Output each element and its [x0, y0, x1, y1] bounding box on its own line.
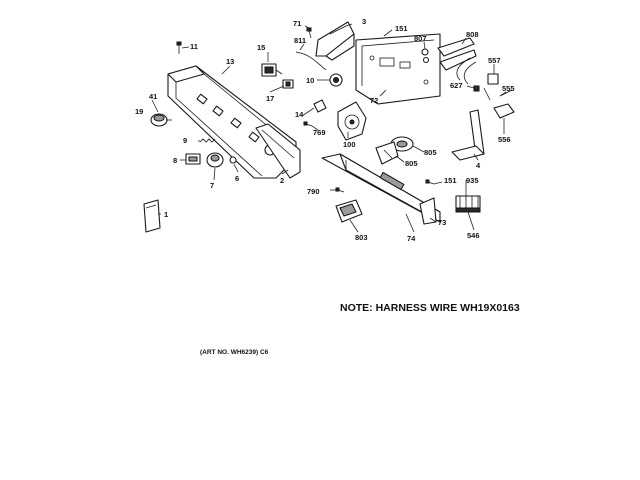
- callout-805-a: 805: [424, 148, 437, 157]
- side-bracket-part-4: [452, 110, 484, 160]
- callout-15: 15: [257, 43, 266, 52]
- backsplash-part-72: [356, 34, 440, 104]
- callout-808: 808: [466, 30, 479, 39]
- screw-part-769: [304, 122, 312, 126]
- callout-555: 555: [502, 84, 515, 93]
- callout-556: 556: [498, 135, 511, 144]
- callout-627: 627: [450, 81, 463, 90]
- callout-811: 811: [294, 36, 307, 45]
- callout-100: 100: [343, 140, 356, 149]
- washer-part-6: [230, 157, 236, 163]
- fitting-part-627: [474, 86, 479, 91]
- hose-part-808: [438, 38, 476, 84]
- callout-1: 1: [164, 210, 169, 219]
- callout-790: 790: [307, 187, 320, 196]
- screw-part-790: [336, 188, 344, 192]
- knob-part-8: [186, 154, 200, 164]
- callout-13: 13: [226, 57, 235, 66]
- harness-part-935: [456, 196, 480, 212]
- component-part-10: [330, 74, 342, 86]
- callout-8: 8: [173, 156, 178, 165]
- screw-part-11: [177, 42, 181, 54]
- callout-73: 73: [438, 218, 447, 227]
- knob-part-19: [151, 114, 172, 126]
- pressure-switch-part-805b: [376, 142, 398, 164]
- callout-3: 3: [362, 17, 367, 26]
- switch-part-17: [283, 80, 293, 88]
- harness-wire-note: NOTE: HARNESS WIRE WH19X0163: [340, 302, 520, 314]
- callout-2: 2: [280, 176, 285, 185]
- callout-803: 803: [355, 233, 368, 242]
- callout-807: 807: [414, 34, 427, 43]
- spring-part-9: [200, 139, 215, 142]
- screw-part-71: [307, 28, 311, 38]
- callout-151: 151: [395, 24, 408, 33]
- callout-72: 72: [370, 96, 379, 105]
- callout-17: 17: [266, 94, 275, 103]
- callout-71: 71: [293, 19, 302, 28]
- clip-part-14: [314, 100, 326, 112]
- callout-935: 935: [466, 176, 479, 185]
- callout-769: 769: [313, 128, 326, 137]
- callout-6: 6: [235, 174, 240, 183]
- callout-7: 7: [210, 181, 215, 190]
- callout-557: 557: [488, 56, 501, 65]
- callout-14: 14: [295, 110, 304, 119]
- assembly-part-803: [336, 200, 362, 222]
- callout-4: 4: [476, 161, 481, 170]
- art-number: (ART NO. WH6239) C6: [200, 349, 269, 356]
- timer-part-100: [338, 102, 366, 140]
- callout-546: 546: [467, 231, 480, 240]
- callout-805-b: 805: [405, 159, 418, 168]
- callout-19: 19: [135, 107, 144, 116]
- callout-9: 9: [183, 136, 188, 145]
- bracket-part-3: [316, 22, 354, 60]
- label-part-1: [144, 200, 160, 232]
- knob-part-7: [207, 153, 223, 167]
- callout-151-b: 151: [444, 176, 457, 185]
- valve-part-557: [484, 74, 498, 100]
- callout-41: 41: [149, 92, 158, 101]
- callout-11: 11: [190, 42, 198, 51]
- screw-part-151b: [426, 180, 434, 184]
- switch-part-15: [262, 64, 282, 76]
- callout-74: 74: [407, 234, 416, 243]
- bracket-part-556: [494, 104, 514, 118]
- callout-10: 10: [306, 76, 315, 85]
